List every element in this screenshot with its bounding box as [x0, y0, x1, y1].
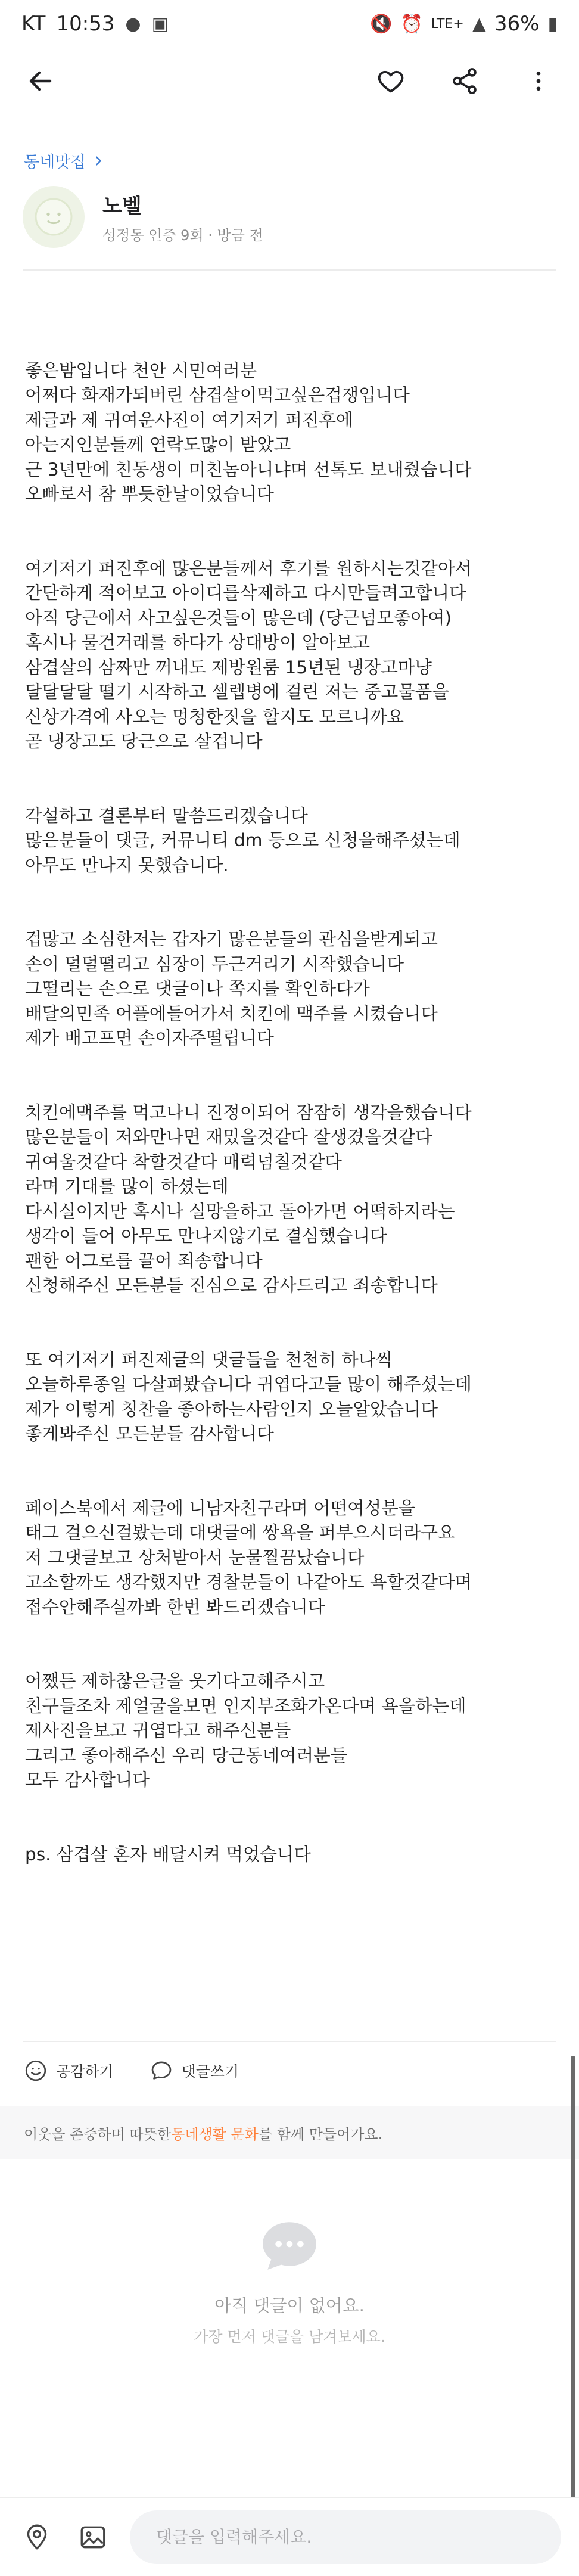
image-icon: ▣ [151, 13, 169, 35]
status-bar [0, 0, 579, 48]
post-paragraph: 겁많고 소심한저는 갑자기 많은분들의 관심을받게되고 손이 덜덜떨리고 심장이 두근거리기 시작했습니다 그떨리는 손으로 댓글이나 쪽지를 확인하다가 배달의민족 어플에들어가서 치킨에 맥주를 시켰습니다 제가 배고프면 손이자주떨립니다 [25, 929, 438, 1048]
empathize-button[interactable] [24, 2059, 114, 2083]
arrow-left-icon [26, 67, 55, 95]
default-avatar-icon [32, 195, 75, 238]
empty-subtitle: 가장 먼저 댓글을 남겨보세요. [194, 2328, 385, 2345]
signal-icon: ▲ [472, 13, 486, 35]
photo-button[interactable] [74, 2518, 112, 2556]
comment-composer [0, 2497, 579, 2576]
post-paragraph: 또 여기저기 퍼진제글의 댓글들을 천천히 하나씩 오늘하루종일 다살펴봤습니다 귀엽다고들 많이 해주셨는데 제가 이렇게 칭찬을 좋아하는사람인지 오늘알았습니다 좋게봐주신 모든분들 감사합니다 [25, 1349, 472, 1444]
image-icon [78, 2522, 108, 2552]
empathize-label: 공감하기 [56, 2063, 114, 2080]
category-label: 동네맛집 [24, 153, 86, 172]
post-paragraph: 페이스북에서 제글에 니남자친구라며 어떤여성분을 태그 걸으신걸봤는데 대댓글에 쌍욕을 퍼부으시더라구요 저 그댓글보고 상처받아서 눈물찔끔났습니다 고소할까도 생각했지만 경찰분들이 나같아도 욕할것같다며 접수안해주실까봐 한번 봐드리겠습니다 [25, 1497, 472, 1617]
smile-icon [24, 2059, 48, 2083]
notice-suffix: 를 함께 만들어가요. [258, 2126, 383, 2143]
community-culture-link[interactable]: 동네생활 문화 [171, 2126, 259, 2143]
more-button[interactable] [519, 62, 558, 100]
share-button[interactable] [446, 62, 484, 100]
post-paragraph: 치킨에맥주를 먹고나니 진정이되어 잠잠히 생각을했습니다 많은분들이 저와만나면 재밌을것같다 잘생겼을것같다 귀여울것같다 착할것같다 매력넘칠것같다 라며 기대를 많이 하셨는데 다시실이지만 혹시나 실망을하고 돌아가면 어떡하지라는 생각이 들어 아무도 만나지않기로 결심했습니다 괜한 어그로를 끌어 죄송합니다 신청해주신 모든분들 진심으로 감사드리고 죄송합니다 [25, 1102, 472, 1295]
share-icon [450, 66, 480, 96]
network-label: LTE+ [431, 16, 464, 32]
battery-icon: ▮ [547, 13, 558, 35]
back-button[interactable] [21, 62, 60, 100]
chevron-right-icon [92, 154, 105, 167]
empty-title: 아직 댓글이 없어요. [214, 2295, 365, 2316]
category-link[interactable] [24, 149, 105, 172]
location-button[interactable] [18, 2518, 56, 2556]
author-profile[interactable] [23, 186, 263, 248]
speech-bubble-icon [150, 2059, 173, 2083]
location-pin-icon [22, 2522, 52, 2552]
community-notice [0, 2106, 579, 2159]
post-paragraph: 각설하고 결론부터 말씀드리겠습니다 많은분들이 댓글, 커뮤니티 dm 등으로 신청을해주셨는데 아무도 만나지 못했습니다. [25, 805, 460, 875]
notice-prefix: 이웃을 존중하며 따뜻한 [24, 2126, 172, 2143]
scrollbar-thumb[interactable] [571, 2056, 575, 2515]
post-actions [24, 2059, 239, 2083]
status-right [370, 12, 558, 36]
battery-label: 36% [494, 12, 540, 36]
comment-label: 댓글쓰기 [181, 2063, 239, 2080]
post-paragraph: 어쨌든 제하찮은글을 웃기다고해주시고 친구들조차 제얼굴을보면 인지부조화가온다며 욕을하는데 제사진을보고 귀엽다고 해주신분들 그리고 좋아해주신 우리 당근동네여러분들 모두 감사합니다 [25, 1671, 466, 1790]
post-paragraph: ps. 삼겹살 혼자 배달시켜 먹었습니다 [25, 1844, 311, 1865]
post-paragraph: 여기저기 퍼진후에 많은분들께서 후기를 원하시는것같아서 간단하게 적어보고 아이디를삭제하고 다시만들려고합니다 아직 당근에서 사고싶은것들이 많은데 (당근넘모좋아여) 혹시나 물건거래를 하다가 상대방이 알아보고 삼겹살의 삼짜만 꺼내도 제방원룸 15년된 냉장고마냥 달달달달 떨기 시작하고 셀렙병에 걸린 저는 중고물품을 신상가격에 사오는 멍청한짓을 할지도 모르니까요 곧 냉장고도 당근으로 살겁니다 [25, 558, 472, 751]
author-info [102, 189, 263, 244]
avatar[interactable] [23, 186, 85, 248]
status-left [21, 12, 169, 36]
like-button[interactable] [372, 62, 410, 100]
author-meta: 성정동 인증 9회 · 방금 전 [102, 227, 263, 244]
carrier-label: KT [21, 12, 46, 36]
mute-icon: 🔇 [370, 13, 393, 35]
alarm-icon: ⏰ [400, 13, 423, 35]
empty-comments [0, 2220, 579, 2347]
comment-button[interactable] [150, 2059, 239, 2083]
post-content [25, 334, 561, 1916]
heart-outline-icon [375, 66, 406, 97]
clock: 10:53 [56, 12, 115, 36]
comment-input[interactable] [130, 2510, 561, 2564]
divider [23, 269, 556, 271]
app-bar-actions [372, 62, 558, 100]
post-paragraph: 좋은밤입니다 천안 시민여러분 어쩌다 화재가되버린 삼겹살이먹고싶은겁쟁입니다 제글과 제 귀여운사진이 여기저기 퍼진후에 아는지인분들께 연락도많이 받았고 근 3년만에 친동생이 미친놈아니냐며 선톡도 보내줬습니다 오빠로서 참 뿌듯한날이었습니다 [25, 360, 472, 504]
app-bar [0, 48, 579, 114]
divider [23, 2041, 556, 2042]
author-nickname: 노벨 [102, 194, 142, 218]
more-vertical-icon [525, 68, 552, 94]
notification-icon: ● [125, 13, 141, 35]
empty-chat-icon [260, 2220, 319, 2271]
